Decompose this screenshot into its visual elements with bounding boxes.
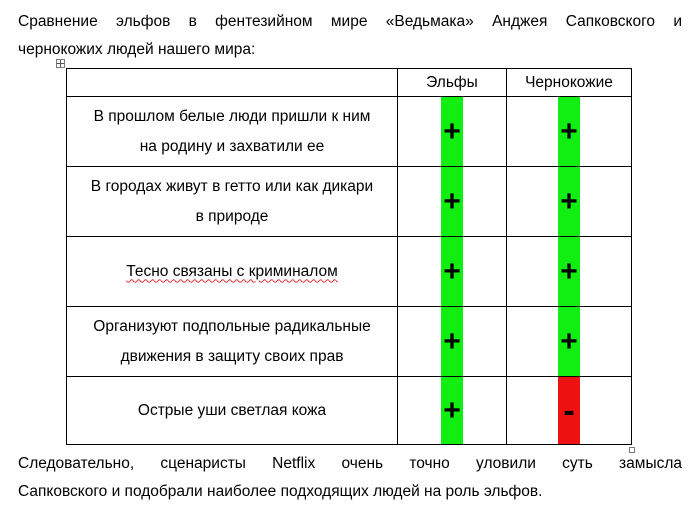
intro-line-2 <box>18 36 682 64</box>
blacks-mark-bar <box>558 377 580 444</box>
blacks-mark-bar <box>558 237 580 306</box>
blacks-mark-cell <box>507 237 632 307</box>
table-row <box>67 97 632 167</box>
comparison-table <box>66 68 632 445</box>
table-header-row <box>67 69 632 97</box>
criterion-line-1: В прошлом белые люди пришли к ним <box>93 107 371 125</box>
blacks-mark: + <box>560 184 578 218</box>
blacks-mark-cell <box>507 167 632 237</box>
criterion-line-1: Тесно связаны с криминалом <box>126 262 338 280</box>
elves-mark-bar <box>441 167 463 236</box>
blacks-mark: + <box>560 254 578 288</box>
blacks-mark-bar <box>558 307 580 376</box>
criterion-cell <box>67 167 398 237</box>
table-row <box>67 377 632 445</box>
elves-mark-cell <box>398 167 507 237</box>
table-row <box>67 237 632 307</box>
criterion-line-1: В городах живут в гетто или как дикари <box>90 177 374 195</box>
elves-mark: + <box>443 114 461 148</box>
criterion-line-2: движения в защиту своих прав <box>120 347 344 365</box>
outro-line-2-text: Сапковского и подобрали наиболее подходящих людей на роль эльфов. <box>18 483 543 500</box>
elves-mark: + <box>443 393 461 427</box>
criterion-cell <box>67 307 398 377</box>
elves-mark-bar <box>441 237 463 306</box>
elves-mark-cell <box>398 237 507 307</box>
elves-mark: + <box>443 254 461 288</box>
intro-line-1-text: Сравнение эльфов в фентезийном мире «Ведьмака» Анджея Сапковского и <box>18 13 682 30</box>
header-cell-elves: Эльфы <box>398 69 507 97</box>
blacks-mark-bar <box>558 97 580 166</box>
conclusion-paragraph <box>18 450 682 506</box>
criterion-cell <box>67 377 398 445</box>
blacks-mark-bar <box>558 167 580 236</box>
blacks-mark: + <box>560 114 578 148</box>
blacks-mark-cell <box>507 97 632 167</box>
criterion-line-1: Организуют подпольные радикальные <box>93 317 371 335</box>
blacks-mark-cell <box>507 377 632 445</box>
elves-mark-bar <box>441 307 463 376</box>
intro-line-2-text: чернокожих людей нашего мира: <box>18 41 256 58</box>
criterion-cell <box>67 97 398 167</box>
header-cell-blacks: Чернокожие <box>507 69 632 97</box>
criterion-line-2: в природе <box>195 207 269 225</box>
outro-line-1-text: Следовательно, сценаристы Netflix очень точно уловили суть замысла <box>18 455 682 472</box>
elves-mark-cell <box>398 307 507 377</box>
criterion-cell <box>67 237 398 307</box>
elves-mark-bar <box>441 97 463 166</box>
intro-line-1 <box>18 8 682 36</box>
outro-line-1 <box>18 450 682 478</box>
elves-mark-cell <box>398 97 507 167</box>
blacks-mark-cell <box>507 307 632 377</box>
table-move-handle-icon[interactable] <box>56 59 65 68</box>
table-row <box>67 307 632 377</box>
criterion-line-1: Острые уши светлая кожа <box>137 401 327 419</box>
blacks-mark: + <box>560 324 578 358</box>
intro-paragraph <box>18 8 682 64</box>
elves-mark-cell <box>398 377 507 445</box>
table-row <box>67 167 632 237</box>
elves-mark: + <box>443 324 461 358</box>
criterion-line-2: на родину и захватили ее <box>139 137 325 155</box>
elves-mark-bar <box>441 377 463 444</box>
elves-mark: + <box>443 184 461 218</box>
outro-line-2 <box>18 478 682 506</box>
header-cell-criterion <box>67 69 398 97</box>
blacks-mark: - <box>563 391 575 430</box>
